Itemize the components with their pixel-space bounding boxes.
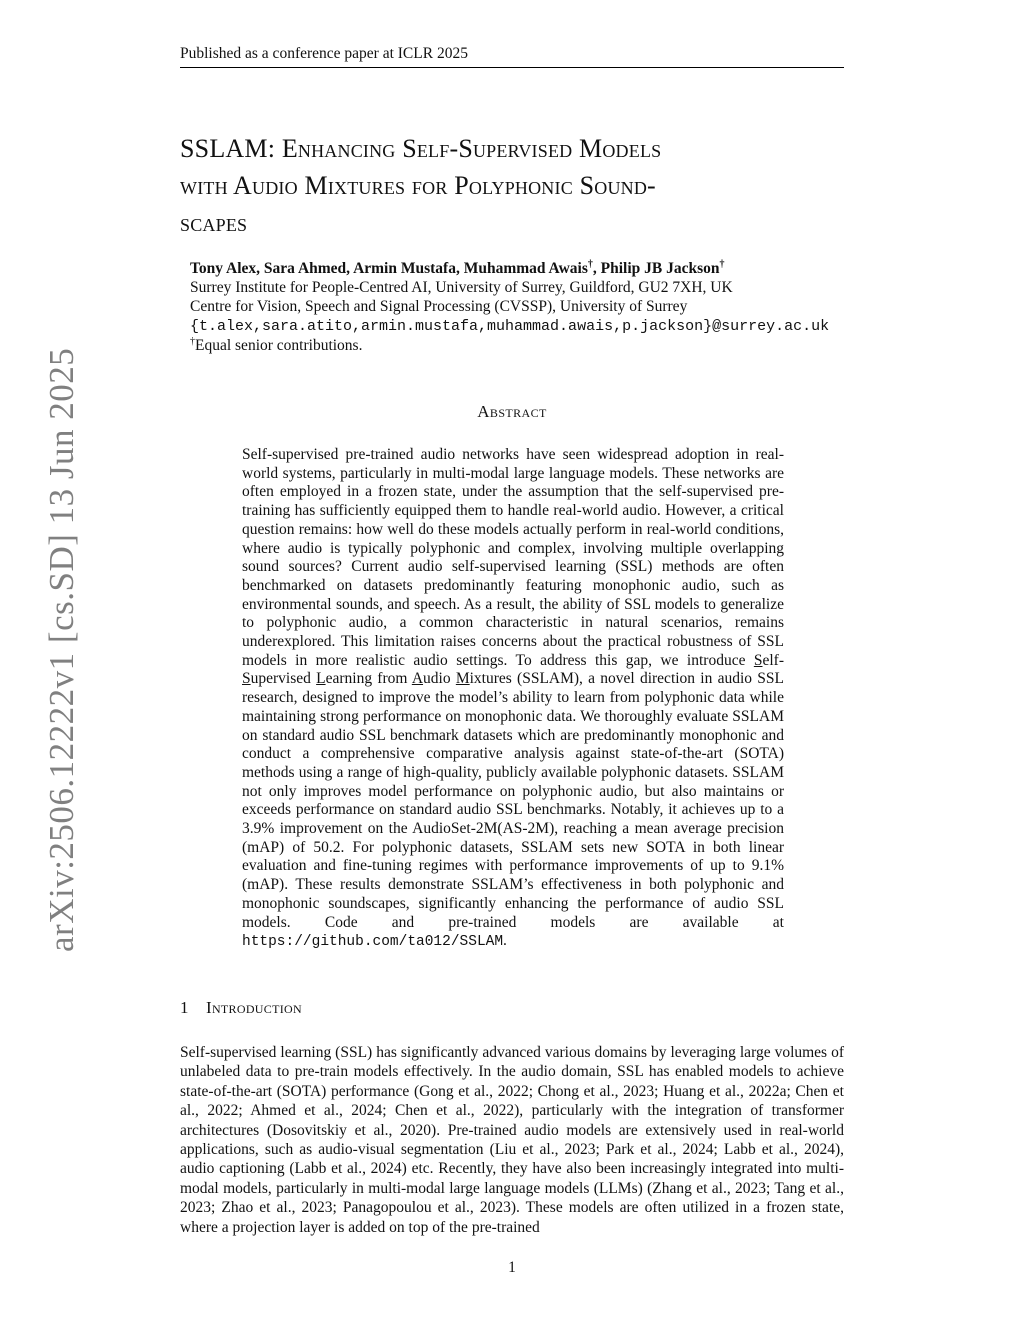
equal-contribution-note: †Equal senior contributions. — [190, 335, 363, 354]
section-heading-introduction — [180, 998, 302, 1018]
abstract-text: Self-supervised pre-trained audio networks have seen widespread adoption in real-world systems, particularly in multi-modal large language models. These networks are often employed in a frozen state, under the assumption that the self-supervised pre-training has sufficiently equipped them to handle real-world audio. However, a critical question remains: how well do these models actually perform in real-world conditions, where audio is typically polyphonic and complex, involving multiple overlapping sound sources? Current audio self-supervised learning (SSL) methods are often benchmarked on datasets predominantly featuring monophonic audio, such as environmental sounds, and speech. As a result, the ability of SSL models to generalize to polyphonic audio, a common characteristic in natural scenarios, remains underexplored. This limitation raises concerns about the practical robustness of SSL models in more realistic audio settings. To address this gap, we introduce Self-Supervised Learning from Audio Mixtures (SSLAM), a novel direction in audio SSL research, designed to improve the model’s ability to learn from polyphonic data while maintaining strong performance on monophonic data. We thoroughly evaluate SSLAM on standard audio SSL benchmark datasets which are predominantly monophonic and conduct a comprehensive comparative analysis against state-of-the-art (SOTA) methods using a range of high-quality, publicly available polyphonic datasets. SSLAM not only improves model performance on polyphonic audio, but also maintains or exceeds performance on standard audio SSL benchmarks. Notably, it achieves up to a 3.9% improvement on the AudioSet-2M(AS-2M), reaching a mean average precision (mAP) of 50.2. For polyphonic datasets, SSLAM sets new SOTA in both linear evaluation and fine-tuning regimes with performance improvements of up to 9.1%(mAP). These results demonstrate SSLAM’s effectiveness in both polyphonic and monophonic soundscapes, significantly enhancing the performance of audio SSL models. Code and pre-trained models are available at https://github.com/ta012/SSLAM. — [242, 446, 784, 951]
paper-title — [180, 130, 860, 241]
title-line-2: with Audio Mixtures for Polyphonic Sound- — [180, 171, 656, 200]
code-link[interactable]: https://github.com/ta012/SSLAM — [242, 934, 504, 951]
arxiv-identifier: arXiv:2506.12222v1 [cs.SD] 13 Jun 2025 — [42, 347, 81, 952]
author-emails: {t.alex,sara.atito,armin.mustafa,muhammad.awais,p.jackson}@surrey.ac.uk — [190, 317, 830, 335]
introduction-paragraph: Self-supervised learning (SSL) has significantly advanced various domains by leveraging large volumes of unlabeled data to pre-train models effectively. In the audio domain, SSL has enabled models to achieve state-of-the-art (SOTA) performance (Gong et al., 2022; Chong et al., 2023; Huang et al., 2022a; Chen et al., 2022; Ahmed et al., 2024; Chen et al., 2022), particularly with the integration of transformer architectures (Dosovitskiy et al., 2020). Pre-trained audio models are extensively used in real-world applications, such as audio-visual segmentation (Liu et al., 2023; Park et al., 2024; Labb et al., 2024), audio captioning (Labb et al., 2024) etc. Recently, they have also been increasingly integrated into multi-modal models, particularly in multi-modal large language models (LLMs) (Zhang et al., 2023; Tang et al., 2023; Zhao et al., 2023; Panagopoulou et al., 2023). These models are often utilized in a frozen state, where a projection layer is added on top of the pre-trained — [180, 1044, 844, 1236]
running-header: Published as a conference paper at ICLR 2025 — [180, 44, 844, 68]
page-number: 1 — [508, 1259, 516, 1276]
abstract-heading: Abstract — [477, 402, 547, 421]
affiliation-1: Surrey Institute for People-Centred AI, University of Surrey, Guildford, GU2 7XH, UK — [190, 279, 733, 297]
affiliation-2: Centre for Vision, Speech and Signal Processing (CVSSP), University of Surrey — [190, 298, 688, 316]
section-number: 1 — [180, 998, 189, 1017]
title-line-1: SSLAM: Enhancing Self-Supervised Models — [180, 134, 662, 163]
author-names: Tony Alex, Sara Ahmed, Armin Mustafa, Muhammad Awais†, Philip JB Jackson† — [190, 258, 725, 277]
author-block — [190, 259, 910, 355]
section-title: Introduction — [206, 998, 302, 1017]
title-line-3: scapes — [180, 208, 248, 237]
